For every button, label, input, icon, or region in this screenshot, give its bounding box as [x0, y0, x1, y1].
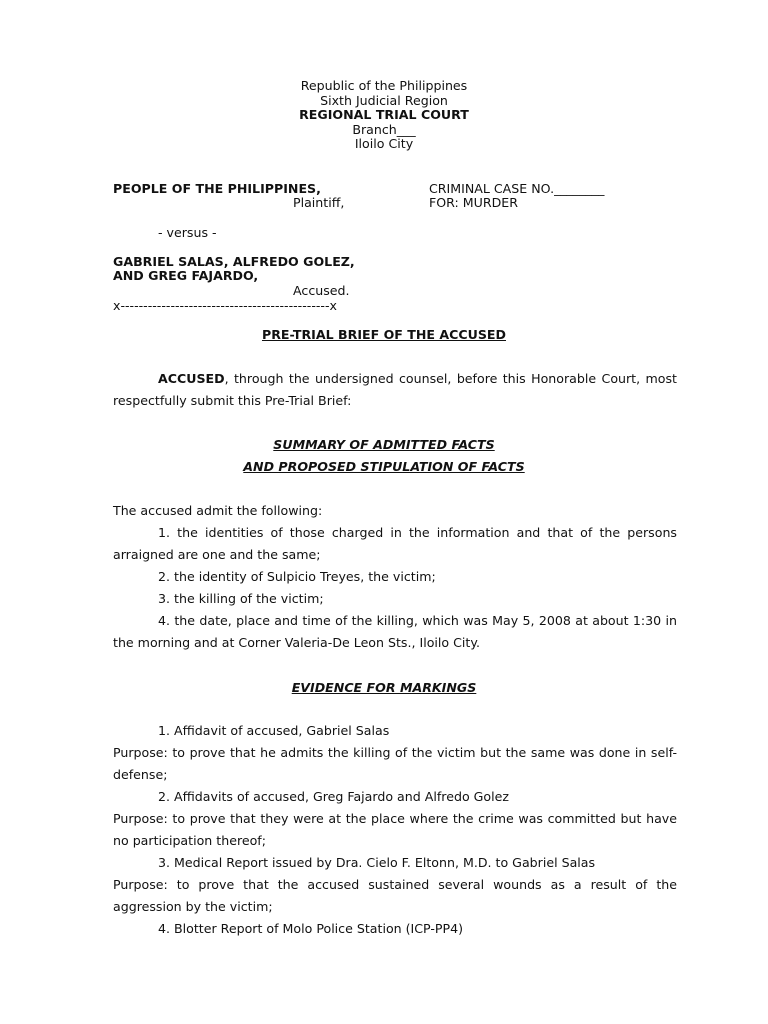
document-title: PRE-TRIAL BRIEF OF THE ACCUSED: [261, 327, 506, 342]
case-number: CRIMINAL CASE NO.________: [429, 181, 605, 196]
caption-separator: x----------------------------------------------x: [113, 298, 337, 313]
summary-heading-line2: AND PROPOSED STIPULATION OF FACTS: [243, 459, 525, 474]
admitted-fact-item: 4. the date, place and time of the killing, which was May 5, 2008 at about 1:30 in the morning and at Corner Valeria-De Leon Sts., Iloilo City.: [113, 613, 677, 650]
evidence-item-label: 3. Medical Report issued by Dra. Cielo F. Eltonn, M.D. to Gabriel Salas: [158, 855, 596, 870]
admitted-fact-item: 1. the identities of those charged in the information and that of the persons arraigned are one and the same;: [113, 525, 677, 562]
evidence-item-purpose: Purpose: to prove that he admits the killing of the victim but the same was done in self-defense;: [113, 745, 677, 782]
admitted-fact-item: 2. the identity of Sulpicio Treyes, the victim;: [158, 569, 436, 584]
plaintiff-name: PEOPLE OF THE PHILIPPINES,: [113, 181, 321, 196]
summary-lead: The accused admit the following:: [113, 503, 323, 518]
evidence-item-purpose: Purpose: to prove that they were at the place where the crime was committed but have no participation thereof;: [113, 811, 677, 848]
intro-text: , through the undersigned counsel, before this Honorable Court, most respectfully submit this Pre-Trial Brief:: [113, 371, 677, 408]
admitted-fact-item: 3. the killing of the victim;: [158, 591, 324, 606]
accused-names-line2: AND GREG FAJARDO,: [113, 268, 259, 283]
evidence-item-label: 1. Affidavit of accused, Gabriel Salas: [158, 723, 390, 738]
intro-bold-word: ACCUSED: [158, 371, 225, 386]
evidence-heading: EVIDENCE FOR MARKINGS: [291, 680, 477, 695]
evidence-item-label: 4. Blotter Report of Molo Police Station (ICP-PP4): [158, 921, 464, 936]
header-branch: Branch___: [352, 122, 416, 137]
case-charge: FOR: MURDER: [429, 195, 519, 210]
accused-names-line1: GABRIEL SALAS, ALFREDO GOLEZ,: [113, 254, 355, 269]
header-republic: Republic of the Philippines: [300, 78, 468, 93]
header-court: REGIONAL TRIAL COURT: [299, 107, 469, 122]
summary-heading-line1: SUMMARY OF ADMITTED FACTS: [273, 437, 495, 452]
intro-paragraph: [113, 368, 677, 412]
plaintiff-role: Plaintiff,: [293, 195, 345, 210]
header-city: Iloilo City: [354, 136, 414, 151]
header-region: Sixth Judicial Region: [320, 93, 448, 108]
evidence-item-purpose: Purpose: to prove that the accused sustained several wounds as a result of the aggression by the victim;: [113, 877, 677, 914]
accused-role: Accused.: [293, 283, 350, 298]
versus-label: - versus -: [158, 225, 217, 240]
evidence-item-label: 2. Affidavits of accused, Greg Fajardo and Alfredo Golez: [158, 789, 509, 804]
